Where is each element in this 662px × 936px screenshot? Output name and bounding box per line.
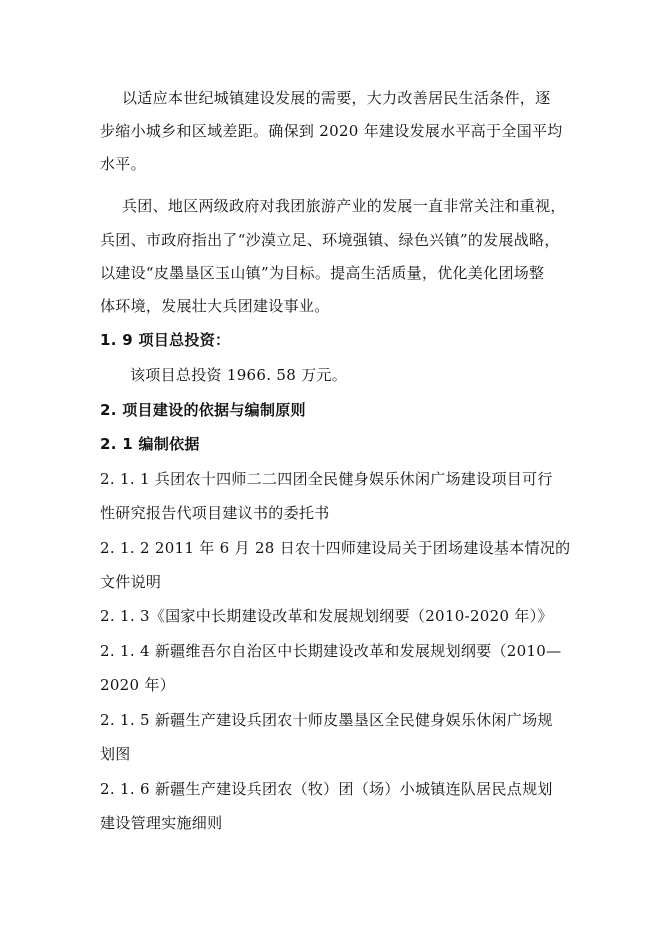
paragraph-1-line-2: 步缩小城乡和区域差距。确保到 2020 年建设发展水平高于全国平均 [100, 122, 563, 140]
item-2-1-2-line-2: 文件说明 [100, 573, 162, 591]
item-2-1-6-line-1: 2. 1. 6 新疆生产建设兵团农（牧）团（场）小城镇连队居民点规划 [100, 780, 553, 798]
paragraph-2-line-4: 体环境，发展壮大兵团建设事业。 [100, 297, 330, 315]
item-2-1-4-line-1: 2. 1. 4 新疆维吾尔自治区中长期建设改革和发展规划纲要（2010— [100, 642, 562, 660]
paragraph-2-line-1: 兵团、地区两级政府对我团旅游产业的发展一直非常关注和重视， [122, 197, 566, 215]
section-2-1-heading: 2. 1 编制依据 [100, 435, 200, 453]
section-1-9-text: 该项目总投资 1966. 58 万元。 [130, 366, 348, 384]
section-2-heading: 2. 项目建设的依据与编制原则 [100, 401, 306, 419]
item-2-1-5-line-1: 2. 1. 5 新疆生产建设兵团农十师皮墨垦区全民健身娱乐休闲广场规 [100, 711, 553, 729]
paragraph-1-line-1: 以适应本世纪城镇建设发展的需要，大力改善居民生活条件，逐 [122, 89, 551, 107]
item-2-1-4-line-2: 2020 年） [100, 676, 176, 694]
paragraph-2-line-2: 兵团、市政府指出了“沙漠立足、环境强镇、绿色兴镇”的发展战略， [100, 231, 560, 249]
item-2-1-6-line-2: 建设管理实施细则 [100, 814, 223, 832]
item-2-1-1-line-2: 性研究报告代项目建议书的委托书 [100, 504, 330, 522]
item-2-1-2-line-1: 2. 1. 2 2011 年 6 月 28 日农十四师建设局关于团场建设基本情况的 [100, 539, 571, 557]
item-2-1-3-line-1: 2. 1. 3《国家中长期建设改革和发展规划纲要（2010-2020 年）》 [100, 607, 553, 625]
paragraph-2-line-3: 以建设“皮墨垦区玉山镇”为目标。提高生活质量，优化美化团场整 [100, 264, 545, 282]
item-2-1-1-line-1: 2. 1. 1 兵团农十四师二二四团全民健身娱乐休闲广场建设项目可行 [100, 470, 553, 488]
paragraph-1-line-3: 水平。 [100, 155, 146, 173]
section-1-9-heading: 1. 9 项目总投资： [100, 331, 231, 349]
item-2-1-5-line-2: 划图 [100, 745, 131, 763]
